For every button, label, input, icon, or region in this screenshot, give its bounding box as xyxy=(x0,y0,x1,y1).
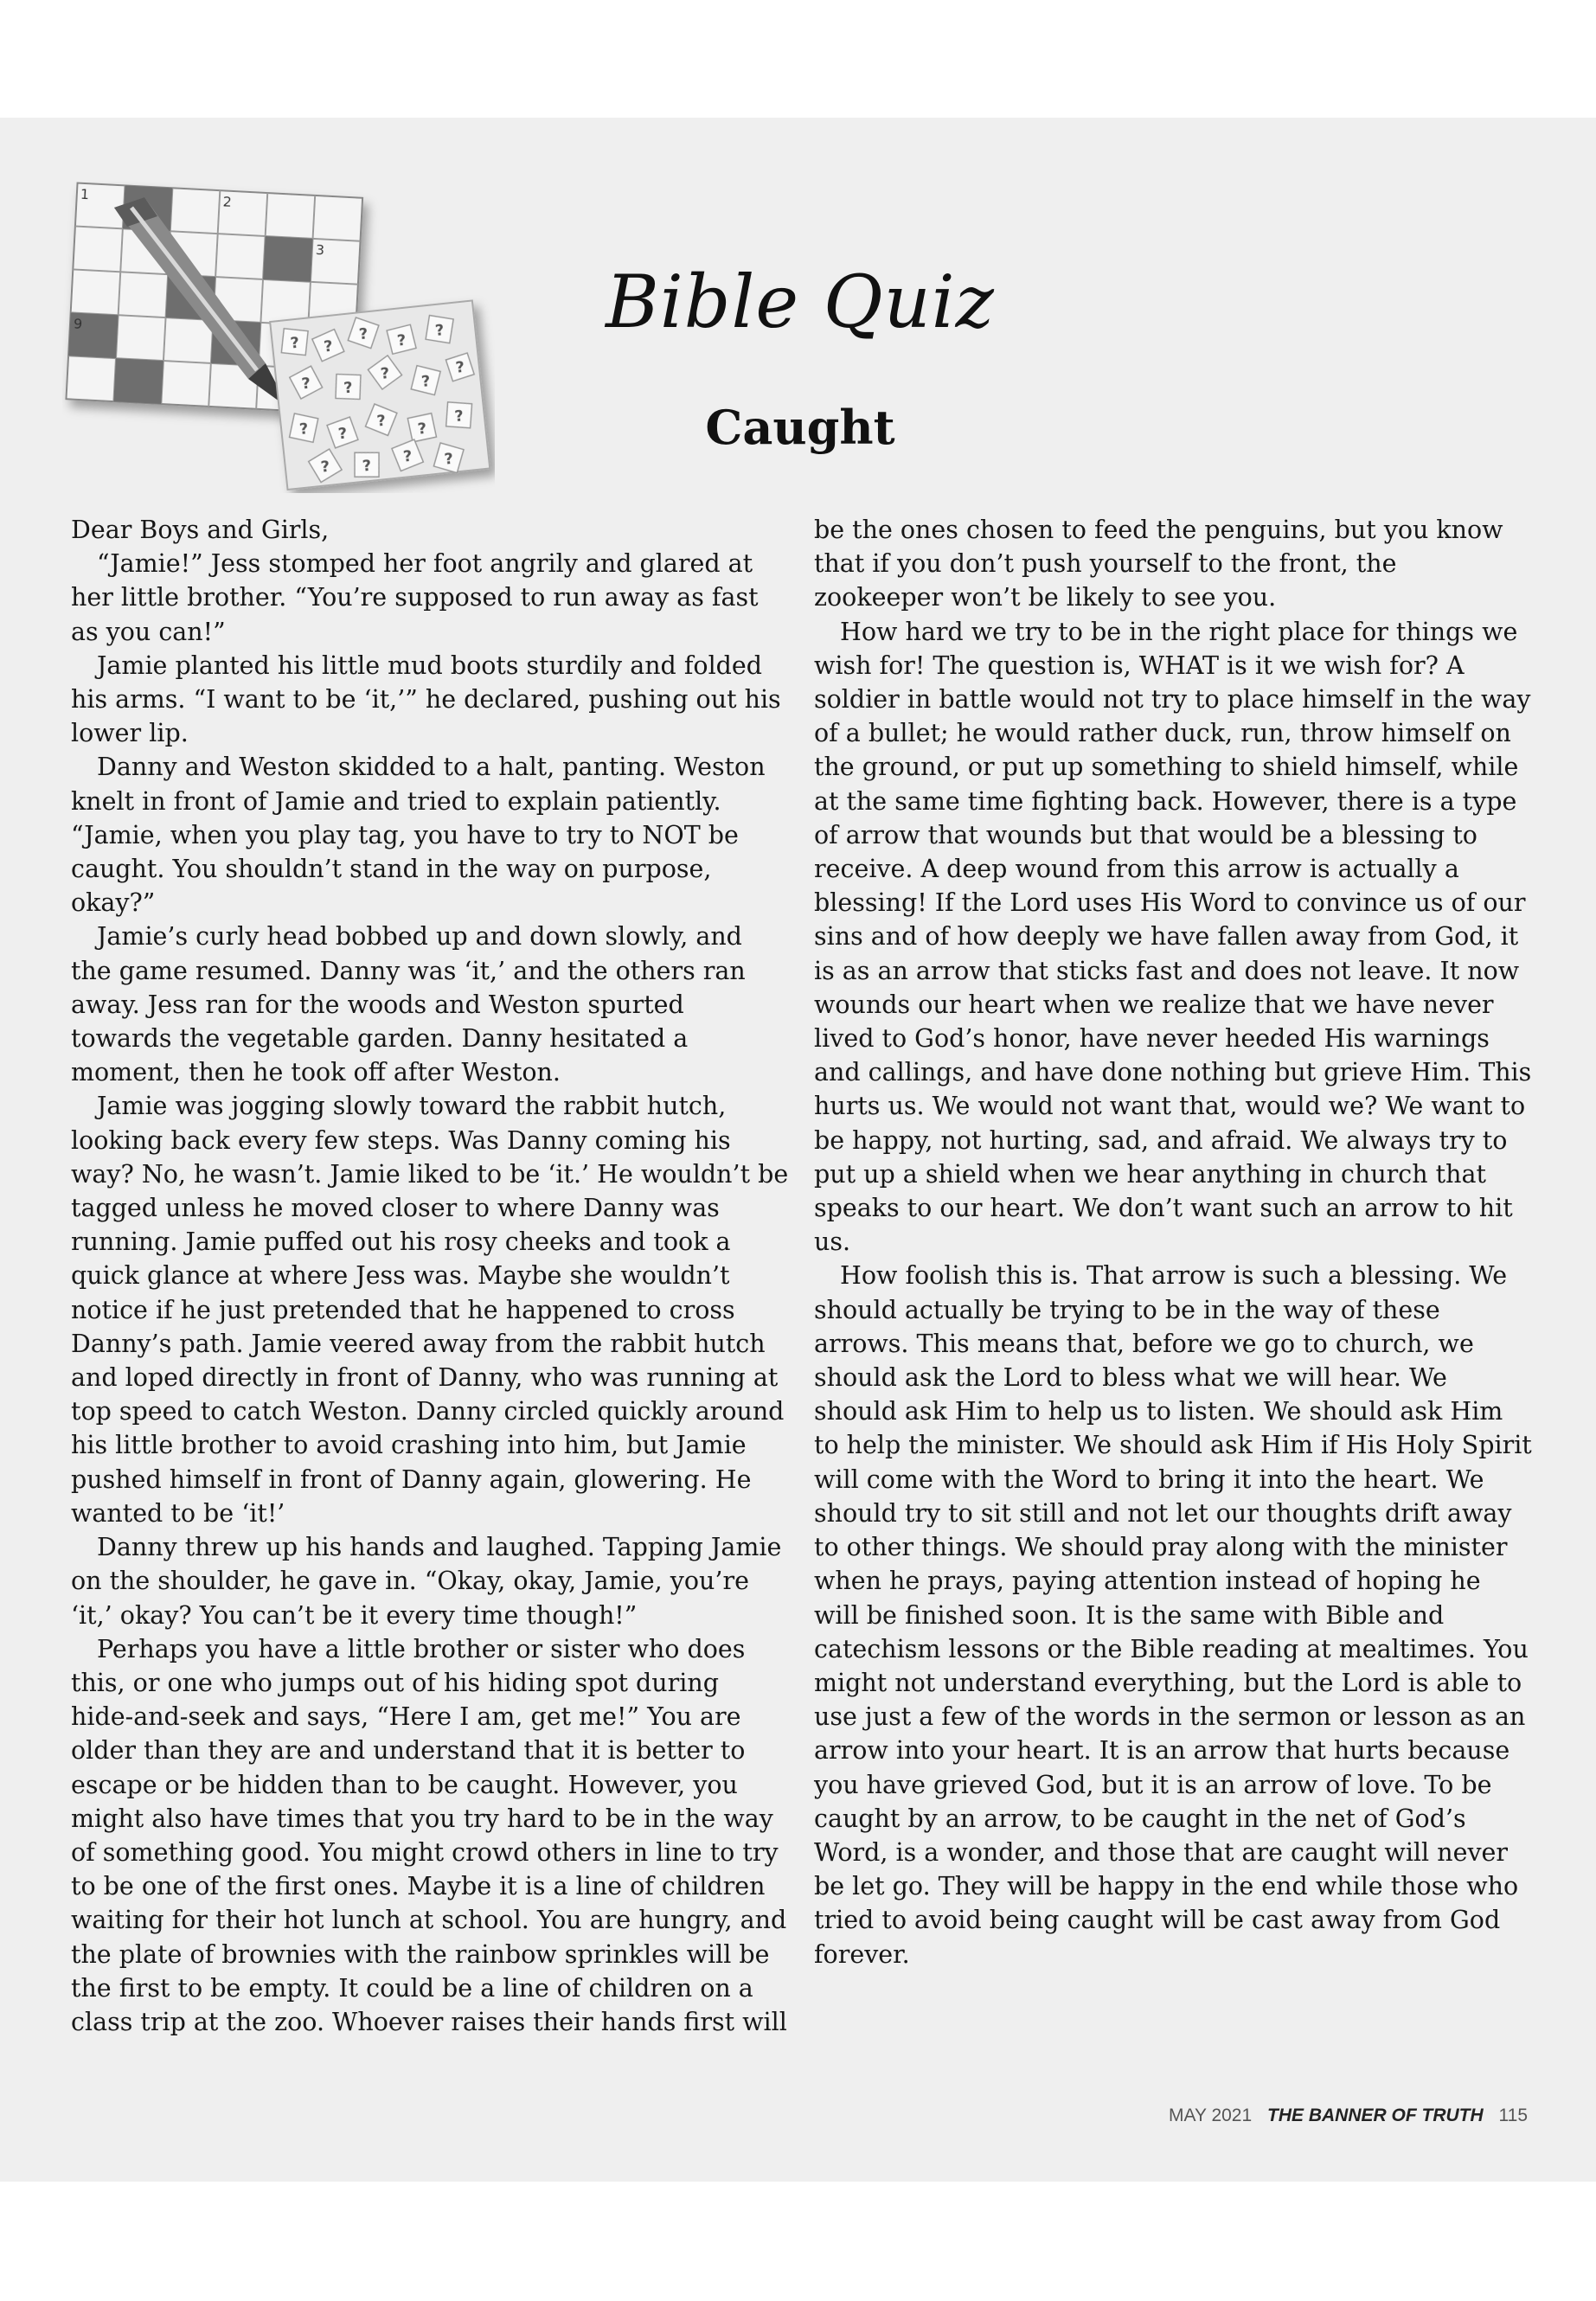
grid-number-3: 3 xyxy=(315,241,325,259)
paragraph: be the ones chosen to feed the penguins, but you know that if you don’t push yourself to the front, the zookeeper won’t be likely to see you. xyxy=(814,516,1503,612)
paragraph: How hard we try to be in the right place for things we wish for! The question is, WHAT is it we wish for? A soldier in battle would not try to place himself in the way of a bullet; he would rather duck, run, throw himself on the ground, or put up something to shield himself, while at the same time fighting back. However, there is a type of arrow that wounds but that would be a blessing to receive. A deep wound from this arrow is actually a blessing! If the Lord uses His Word to convince us of our sins and of how deeply we have fallen away from God, it is as an arrow that sticks fast and does not leave. It now wounds our heart when we realize that we have never lived to God’s honor, have never heeded His warnings and callings, and have done nothing but grieve Him. This hurts us. We would not want that, would we? We want to be happy, not hurting, sad, and afraid. We always try to put up a shield when we hear anything in church that speaks to our heart. We don’t want such an arrow to hit us. xyxy=(814,617,1532,1257)
svg-text:?: ? xyxy=(361,456,373,476)
paragraph: “Jamie!” Jess stomped her foot angrily and glared at her little brother. “You’re supposed to run away as fast as you can!” xyxy=(71,549,759,646)
publication-name: THE BANNER OF TRUTH xyxy=(1267,2106,1484,2125)
crossword-illustration xyxy=(62,182,495,493)
svg-text:?: ? xyxy=(433,321,445,341)
svg-text:?: ? xyxy=(443,449,455,469)
paragraph: Perhaps you have a little brother or sister who does this, or one who jumps out of his hiding spot during hide-and-seek and says, “Here I am, get me!” You are older than they are and understand that it is better to escape or be hidden than to be caught. However, you might also have times that you try hard to be in the way of something good. You might crowd others in line to try to be one of the first ones. Maybe it is a line of children waiting for their hot lunch at school. You are hungry, and the plate of brownies with the rainbow sprinkles will be the first to be empty. It could be a line of children on a class trip at the zoo. Whoever raises their hands first will xyxy=(71,1634,787,2036)
right-column xyxy=(814,513,1532,1971)
issue-date: MAY 2021 xyxy=(1169,2106,1253,2125)
svg-text:?: ? xyxy=(402,446,413,466)
svg-text:?: ? xyxy=(323,336,334,356)
paragraph: Jamie was jogging slowly toward the rabbit hutch, looking back every few steps. Was Danny coming his way? No, he wasn’t. Jamie liked to be ‘it.’ He wouldn’t be tagged unless he moved closer to where Danny was running. Jamie puffed out his rosy cheeks and took a quick glance at where Jess was. Maybe she wouldn’t notice if he just pretended that he happened to cross Danny’s path. Jamie veered away from the rabbit hutch and loped directly in front of Danny, who was running at top speed to catch Weston. Danny circled quickly around his little brother to avoid crashing into him, but Jamie pushed himself in front of Danny again, glowering. He wanted to be ‘it!’ xyxy=(71,1092,789,1528)
paragraph: Danny threw up his hands and laughed. Tapping Jamie on the shoulder, he gave in. “Okay, okay, Jamie, you’re ‘it,’ okay? You can’t be it every time though!” xyxy=(71,1533,782,1630)
svg-text:?: ? xyxy=(454,357,466,377)
svg-text:?: ? xyxy=(337,424,349,444)
grid-number-9: 9 xyxy=(73,315,83,333)
puzzle-tiles-card xyxy=(270,300,490,490)
paragraph: Jamie’s curly head bobbed up and down slowly, and the game resumed. Danny was ‘it,’ and the others ran away. Jess ran for the woods and Weston spurted towards the vegetable garden. Danny hesitated a moment, then he took off after Weston. xyxy=(71,922,746,1087)
grid-number-1: 1 xyxy=(80,185,90,203)
svg-text:?: ? xyxy=(375,411,388,431)
svg-text:?: ? xyxy=(343,378,354,398)
paragraph: Danny and Weston skidded to a halt, panting. Weston knelt in front of Jamie and tried to explain patiently. “Jamie, when you play tag, you have to try to NOT be caught. You shouldn’t stand in the way on purpose, okay?” xyxy=(71,753,766,918)
svg-text:?: ? xyxy=(420,372,432,392)
svg-text:?: ? xyxy=(416,419,428,439)
salutation: Dear Boys and Girls, xyxy=(71,516,330,544)
story-title: Caught xyxy=(705,400,895,455)
quiz-title: Bible Quiz xyxy=(606,260,995,344)
svg-text:?: ? xyxy=(379,363,391,383)
left-column xyxy=(71,513,789,2039)
svg-text:?: ? xyxy=(319,457,331,477)
svg-text:?: ? xyxy=(300,374,312,394)
paragraph: Jamie planted his little mud boots sturdily and folded his arms. “I want to be ‘it,’” he declared, pushing out his lower lip. xyxy=(71,651,781,748)
grid-number-2: 2 xyxy=(222,193,233,210)
svg-text:?: ? xyxy=(453,407,465,426)
svg-text:?: ? xyxy=(395,330,407,350)
page-footer xyxy=(952,2106,1528,2126)
paragraph: How foolish this is. That arrow is such a blessing. We should actually be trying to be in the way of these arrows. This means that, before we go to church, we should ask the Lord to bless what we will hear. We should ask Him to help us to listen. We should ask Him to help the minister. We should ask Him if His Holy Spirit will come with the Word to bring it into the heart. We should try to sit still and not let our thoughts drift away to other things. We should pray along with the minister when he prays, paying attention instead of hoping he will be finished soon. It is the same with Bible and catechism lessons or the Bible reading at mealtimes. You might not understand everything, but the Lord is able to use just a few of the words in the sermon or lesson as an arrow into your heart. It is an arrow that hurts because you have grieved God, but it is an arrow of love. To be caught by an arrow, to be caught in the net of God’s Word, is a wonder, and those that are caught will never be let go. They will be happy in the end while those who tried to avoid being caught will be cast away from God forever. xyxy=(814,1261,1532,1969)
page-number: 115 xyxy=(1498,2106,1528,2125)
svg-text:?: ? xyxy=(289,333,301,353)
svg-text:?: ? xyxy=(298,420,310,439)
svg-text:?: ? xyxy=(357,324,369,344)
